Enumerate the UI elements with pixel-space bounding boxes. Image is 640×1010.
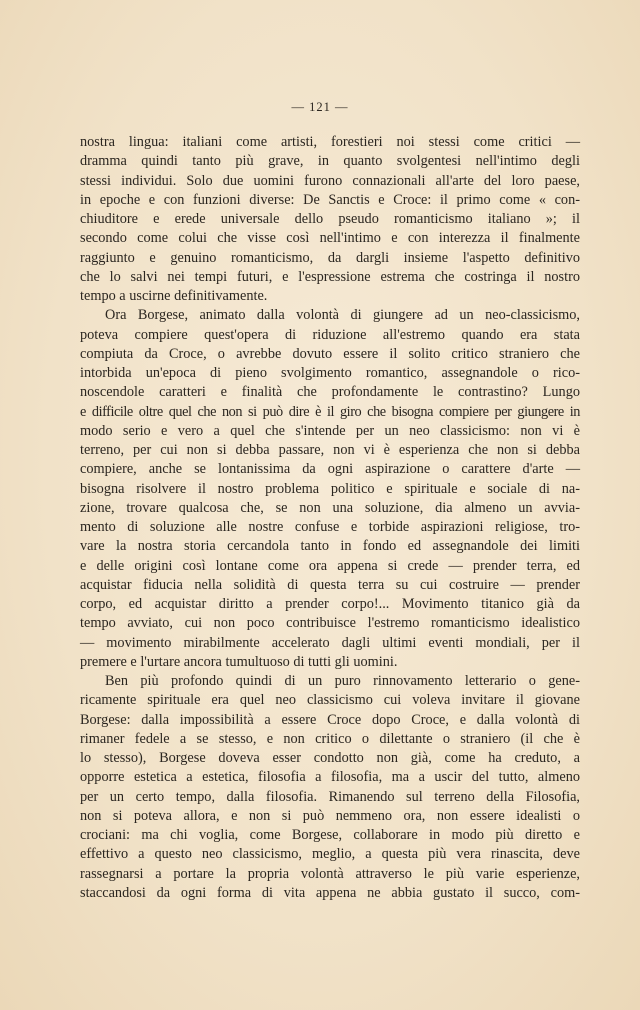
text-line: e delle origini così lontane come ora appena si crede — prender terra, ed: [80, 557, 580, 574]
text-line: stessi individui. Solo due uomini furono connazionali all'arte del loro paese,: [80, 172, 580, 189]
text-line: rassegnarsi a portare la propria volontà attraverso le più varie esperienze,: [80, 865, 580, 882]
text-line: Ben più profondo quindi di un puro rinnovamento letterario o gene-: [105, 673, 580, 689]
text-line: bisogna risolvere il nostro problema politico e spirituale e sociale di na-: [80, 480, 580, 497]
text-line: intorbida un'epoca di pieno svolgimento romantico, assegnandole o rico-: [80, 365, 580, 381]
text-line: poteva compiere quest'opera di riduzione all'estremo quando era stata: [80, 326, 580, 343]
text-line: dramma quindi tanto più grave, in quanto svolgentesi nell'intimo degli: [80, 153, 580, 170]
text-line: ricamente spirituale era quel neo classicismo cui voleva invitare il giovane: [80, 692, 580, 709]
text-line: vare la nostra storia cercandola tanto in fondo ed assegnandole dei limiti: [80, 538, 580, 555]
text-line: che lo salvi nei tempi futuri, e l'espressione estrema che costringa il nostro: [80, 268, 580, 285]
text-line: secondo come colui che visse così nell'intimo e con interezza il finalmente: [80, 230, 580, 247]
text-line: Ora Borgese, animato dalla volontà di giungere ad un neo-classicismo,: [105, 307, 580, 324]
text-line: e difficile oltre quel che non si può dire è il giro che bisogna compiere per giungere in: [80, 403, 580, 420]
text-line: terreno, per cui non si debba passare, non vi è esperienza che non si debba: [80, 442, 580, 458]
text-line: tempo a uscirne definitivamente.: [80, 288, 268, 304]
text-line: Borgese: dalla impossibilità a essere Croce dopo Croce, e dalla volontà di: [80, 711, 580, 728]
text-line: corpo, ed acquistar diritto a prender corpo!... Movimento titanico già da: [80, 596, 580, 612]
text-line: acquistar fiducia nella solidità di questa terra su cui costruire — prender: [80, 576, 580, 593]
text-line: lo stesso), Borgese doveva esser condotto non già, come ha creduto, a: [80, 750, 580, 766]
text-line: in epoche e con funzioni diverse: De Sanctis e Croce: il primo come « con-: [80, 191, 580, 208]
text-line: per un certo tempo, dalla filosofia. Rimanendo sul terreno della Filosofia,: [80, 788, 580, 805]
text-line: effettivo a questo neo classicismo, meglio, a questa più vera rinascita, deve: [80, 846, 580, 863]
text-line: rimaner fedele a se stesso, e non critico o dilettante o straniero (il che è: [80, 730, 580, 747]
paragraph-2: [80, 306, 580, 672]
text-line: opporre estetica a estetica, filosofia a filosofia, ma a uscir del tutto, almeno: [80, 769, 580, 786]
text-line: mento di soluzione alle nostre confuse e torbide aspirazioni religiose, tro-: [80, 519, 580, 535]
text-line: non si poteva allora, e non si può nemmeno ora, non essere idealisti o: [80, 807, 580, 824]
text-line: raggiunto e genuino romanticismo, da dargli insieme l'aspetto definitivo: [80, 249, 580, 266]
paragraph-3: [80, 672, 580, 903]
text-line: premere e l'urtare ancora tumultuoso di tutti gli uomini.: [80, 653, 398, 670]
paragraph-1: [80, 133, 580, 306]
text-line: zione, trovare qualcosa che, se non una soluzione, dia almeno un avvia-: [80, 499, 580, 516]
text-line: — movimento mirabilmente accelerato dagli ultimi eventi mondiali, per il: [80, 634, 580, 651]
text-line: nostra lingua: italiani come artisti, forestieri noi stessi come critici —: [80, 134, 580, 150]
text-line: chiuditore e erede universale dello pseudo romanticismo italiano »; il: [80, 211, 580, 227]
body-text: [80, 133, 580, 903]
text-line: staccandosi da ogni forma di vita appena ne abbia gustato il succo, com-: [80, 884, 580, 901]
text-line: compiuta da Croce, o avrebbe dovuto essere il solito critico straniero che: [80, 345, 580, 362]
text-line: tempo avviato, cui non poco contribuisce l'estremo romanticismo idealistico: [80, 615, 580, 632]
text-line: modo serio e vero a quel che s'intende per un neo classicismo: non vi è: [80, 422, 580, 439]
page-number: — 121 —: [291, 100, 349, 114]
text-line: noscendole caratteri e finalità che profondamente le contrastino? Lungo: [80, 384, 580, 401]
text-line: crociani: ma chi voglia, come Borgese, collaborare in modo più diretto e: [80, 827, 580, 843]
text-line: compiere, anche se lontanissima da ogni aspirazione o carattere d'arte —: [80, 461, 580, 478]
